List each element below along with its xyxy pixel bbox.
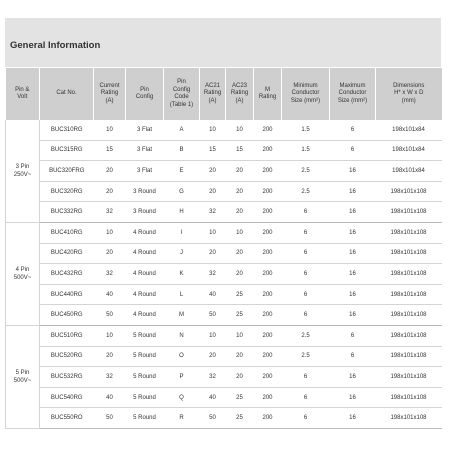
general-information-section xyxy=(5,18,441,429)
ac21-rating-cell: 10 xyxy=(200,222,226,243)
column-header xyxy=(376,68,442,120)
min-conductor-cell: 2.5 xyxy=(282,346,330,367)
pin-config-cell: 5 Round xyxy=(126,325,164,346)
pin-config-code-cell: K xyxy=(164,264,200,285)
ac21-rating-cell: 10 xyxy=(200,325,226,346)
ac23-rating-cell: 10 xyxy=(226,325,254,346)
column-header-line: Config xyxy=(135,94,154,100)
max-conductor-cell: 6 xyxy=(330,325,376,346)
table-row xyxy=(6,325,442,346)
ac23-rating-cell: 20 xyxy=(226,202,254,223)
cat-no-cell: BUC510RG xyxy=(40,325,94,346)
dimensions-cell: 198x101x108 xyxy=(376,367,442,388)
ac23-rating-cell: 20 xyxy=(226,367,254,388)
column-header-line: (A) xyxy=(105,97,114,104)
ac23-rating-cell: 10 xyxy=(226,222,254,243)
table-row xyxy=(6,305,442,326)
pin-config-cell: 5 Round xyxy=(126,408,164,429)
current-rating-cell: 40 xyxy=(94,387,126,408)
ac23-rating-cell: 20 xyxy=(226,264,254,285)
m-rating-cell: 200 xyxy=(254,367,282,388)
cat-no-cell: BUC320RG xyxy=(40,181,94,202)
current-rating-cell: 50 xyxy=(94,305,126,326)
pin-volt-group-cell xyxy=(6,120,40,222)
column-header-line: Rating xyxy=(100,90,119,97)
table-row xyxy=(6,284,442,305)
column-header xyxy=(254,68,282,120)
max-conductor-cell: 6 xyxy=(330,120,376,140)
cat-no-cell: BUC550RO xyxy=(40,408,94,429)
current-rating-cell: 32 xyxy=(94,367,126,388)
m-rating-cell: 200 xyxy=(254,387,282,408)
current-rating-cell: 10 xyxy=(94,222,126,243)
column-header-line: (A) xyxy=(235,97,244,104)
current-rating-cell: 20 xyxy=(94,346,126,367)
column-header-line: Rating xyxy=(203,90,222,97)
table-row xyxy=(6,120,442,140)
pin-config-cell: 3 Round xyxy=(126,202,164,223)
min-conductor-cell: 6 xyxy=(282,387,330,408)
header-row xyxy=(6,68,442,120)
ac23-rating-cell: 20 xyxy=(226,346,254,367)
pin-config-cell: 3 Round xyxy=(126,181,164,202)
column-header-line: Pin xyxy=(177,79,186,85)
cat-no-cell: BUC540RG xyxy=(40,387,94,408)
m-rating-cell: 200 xyxy=(254,284,282,305)
m-rating-cell: 200 xyxy=(254,264,282,285)
pin-config-code-cell: P xyxy=(164,367,200,388)
section-title: General Information xyxy=(5,18,441,68)
table-header xyxy=(6,68,442,120)
current-rating-cell: 32 xyxy=(94,202,126,223)
min-conductor-cell: 2.5 xyxy=(282,325,330,346)
column-header-line: M xyxy=(265,86,270,93)
current-rating-cell: 20 xyxy=(94,181,126,202)
max-conductor-cell: 6 xyxy=(330,140,376,161)
dimensions-cell: 198x101x108 xyxy=(376,325,442,346)
m-rating-cell: 200 xyxy=(254,325,282,346)
pin-volt-label: 4 Pin xyxy=(15,266,30,273)
column-header-line: Maximum xyxy=(339,82,366,89)
pin-volt-group-cell xyxy=(6,222,40,325)
ac21-rating-cell: 50 xyxy=(200,408,226,429)
ac21-rating-cell: 32 xyxy=(200,264,226,285)
ac23-rating-cell: 25 xyxy=(226,387,254,408)
ac21-rating-cell: 32 xyxy=(200,202,226,223)
column-header-line: Pin & xyxy=(15,86,30,93)
pin-config-code-cell: Q xyxy=(164,387,200,408)
cat-no-cell: BUC420RG xyxy=(40,243,94,264)
table-row xyxy=(6,222,442,243)
cat-no-cell: BUC320FRG xyxy=(40,161,94,182)
current-rating-cell: 20 xyxy=(94,161,126,182)
dimensions-cell: 198x101x108 xyxy=(376,387,442,408)
column-header-line: Current xyxy=(99,82,120,89)
table-row xyxy=(6,367,442,388)
pin-volt-label: 250V~ xyxy=(13,171,32,178)
max-conductor-cell: 16 xyxy=(330,222,376,243)
table-row xyxy=(6,264,442,285)
column-header-line: Dimensions xyxy=(393,82,425,89)
cat-no-cell: BUC532RG xyxy=(40,367,94,388)
m-rating-cell: 200 xyxy=(254,181,282,202)
ac23-rating-cell: 25 xyxy=(226,408,254,429)
ac21-rating-cell: 20 xyxy=(200,161,226,182)
column-header-line: Size (mm²) xyxy=(290,97,321,104)
cat-no-cell: BUC520RG xyxy=(40,346,94,367)
m-rating-cell: 200 xyxy=(254,305,282,326)
table-row xyxy=(6,161,442,182)
pin-config-cell: 4 Round xyxy=(126,284,164,305)
max-conductor-cell: 16 xyxy=(330,264,376,285)
min-conductor-cell: 6 xyxy=(282,367,330,388)
dimensions-cell: 198x101x108 xyxy=(376,284,442,305)
pin-config-code-cell: R xyxy=(164,408,200,429)
current-rating-cell: 15 xyxy=(94,140,126,161)
table-row xyxy=(6,387,442,408)
min-conductor-cell: 6 xyxy=(282,408,330,429)
min-conductor-cell: 1.5 xyxy=(282,140,330,161)
ac23-rating-cell: 15 xyxy=(226,140,254,161)
min-conductor-cell: 6 xyxy=(282,222,330,243)
min-conductor-cell: 2.5 xyxy=(282,161,330,182)
current-rating-cell: 20 xyxy=(94,243,126,264)
column-header-line: Minimum xyxy=(293,82,318,89)
ac23-rating-cell: 20 xyxy=(226,181,254,202)
ac21-rating-cell: 20 xyxy=(200,346,226,367)
table-row xyxy=(6,346,442,367)
max-conductor-cell: 16 xyxy=(330,367,376,388)
column-header-line: Code xyxy=(174,94,189,100)
pin-config-cell: 3 Flat xyxy=(126,120,164,140)
pin-volt-group-cell xyxy=(6,325,40,428)
specifications-table xyxy=(5,68,442,429)
cat-no-cell: BUC432RG xyxy=(40,264,94,285)
column-header-line: Size (mm²) xyxy=(337,97,368,104)
column-header xyxy=(94,68,126,120)
max-conductor-cell: 16 xyxy=(330,202,376,223)
max-conductor-cell: 16 xyxy=(330,161,376,182)
ac23-rating-cell: 25 xyxy=(226,305,254,326)
column-header xyxy=(126,68,164,120)
column-header-line: AC21 xyxy=(204,82,220,89)
min-conductor-cell: 1.5 xyxy=(282,120,330,140)
pin-config-code-cell: M xyxy=(164,305,200,326)
column-header-line: Config xyxy=(172,86,191,93)
pin-config-code-cell: A xyxy=(164,120,200,140)
column-header xyxy=(226,68,254,120)
dimensions-cell: 198x101x108 xyxy=(376,264,442,285)
column-header-line: Conductor xyxy=(291,90,320,97)
m-rating-cell: 200 xyxy=(254,346,282,367)
m-rating-cell: 200 xyxy=(254,222,282,243)
table-row xyxy=(6,408,442,429)
ac21-rating-cell: 32 xyxy=(200,367,226,388)
ac23-rating-cell: 20 xyxy=(226,243,254,264)
ac21-rating-cell: 10 xyxy=(200,120,226,140)
m-rating-cell: 200 xyxy=(254,243,282,264)
max-conductor-cell: 16 xyxy=(330,243,376,264)
pin-config-code-cell: B xyxy=(164,140,200,161)
pin-config-cell: 5 Round xyxy=(126,387,164,408)
pin-volt-label: 500V~ xyxy=(13,274,32,281)
current-rating-cell: 10 xyxy=(94,120,126,140)
dimensions-cell: 198x101x84 xyxy=(376,161,442,182)
dimensions-cell: 198x101x108 xyxy=(376,408,442,429)
column-header-line: H* x W x D xyxy=(394,90,424,97)
column-header xyxy=(282,68,330,120)
current-rating-cell: 50 xyxy=(94,408,126,429)
dimensions-cell: 198x101x108 xyxy=(376,202,442,223)
pin-config-cell: 5 Round xyxy=(126,367,164,388)
column-header-line: (mm) xyxy=(401,97,416,104)
dimensions-cell: 198x101x108 xyxy=(376,305,442,326)
pin-config-cell: 4 Round xyxy=(126,264,164,285)
pin-config-cell: 4 Round xyxy=(126,222,164,243)
pin-config-code-cell: G xyxy=(164,181,200,202)
max-conductor-cell: 16 xyxy=(330,408,376,429)
max-conductor-cell: 16 xyxy=(330,305,376,326)
max-conductor-cell: 16 xyxy=(330,387,376,408)
pin-config-code-cell: N xyxy=(164,325,200,346)
ac23-rating-cell: 20 xyxy=(226,161,254,182)
cat-no-cell: BUC315RG xyxy=(40,140,94,161)
dimensions-cell: 198x101x84 xyxy=(376,140,442,161)
cat-no-cell: BUC410RG xyxy=(40,222,94,243)
column-header xyxy=(6,68,40,120)
cat-no-cell: BUC332RG xyxy=(40,202,94,223)
pin-config-cell: 4 Round xyxy=(126,243,164,264)
column-header-line: (Table 1) xyxy=(169,101,194,108)
column-header-line: AC23 xyxy=(231,82,247,89)
dimensions-cell: 198x101x108 xyxy=(376,243,442,264)
ac21-rating-cell: 20 xyxy=(200,181,226,202)
cat-no-cell: BUC450RG xyxy=(40,305,94,326)
ac21-rating-cell: 15 xyxy=(200,140,226,161)
column-header-line: Cat No. xyxy=(56,90,77,97)
column-header-line: Pin xyxy=(140,86,149,93)
dimensions-cell: 198x101x108 xyxy=(376,181,442,202)
cat-no-cell: BUC440RG xyxy=(40,284,94,305)
pin-config-code-cell: I xyxy=(164,222,200,243)
m-rating-cell: 200 xyxy=(254,120,282,140)
dimensions-cell: 198x101x108 xyxy=(376,346,442,367)
column-header xyxy=(40,68,94,120)
dimensions-cell: 198x101x108 xyxy=(376,222,442,243)
cat-no-cell: BUC310RG xyxy=(40,120,94,140)
pin-config-cell: 4 Round xyxy=(126,305,164,326)
m-rating-cell: 200 xyxy=(254,202,282,223)
max-conductor-cell: 6 xyxy=(330,346,376,367)
column-header-line: (A) xyxy=(208,97,217,104)
ac23-rating-cell: 10 xyxy=(226,120,254,140)
pin-config-cell: 3 Flat xyxy=(126,140,164,161)
pin-volt-label: 3 Pin xyxy=(15,163,30,170)
pin-config-code-cell: E xyxy=(164,161,200,182)
min-conductor-cell: 6 xyxy=(282,305,330,326)
max-conductor-cell: 16 xyxy=(330,181,376,202)
ac21-rating-cell: 50 xyxy=(200,305,226,326)
current-rating-cell: 40 xyxy=(94,284,126,305)
pin-config-code-cell: H xyxy=(164,202,200,223)
pin-config-cell: 3 Flat xyxy=(126,161,164,182)
column-header xyxy=(164,68,200,120)
pin-config-code-cell: J xyxy=(164,243,200,264)
min-conductor-cell: 6 xyxy=(282,243,330,264)
min-conductor-cell: 6 xyxy=(282,202,330,223)
ac21-rating-cell: 20 xyxy=(200,243,226,264)
current-rating-cell: 32 xyxy=(94,264,126,285)
ac23-rating-cell: 25 xyxy=(226,284,254,305)
table-row xyxy=(6,181,442,202)
column-header xyxy=(200,68,226,120)
table-row xyxy=(6,140,442,161)
m-rating-cell: 200 xyxy=(254,161,282,182)
column-header-line: Volt xyxy=(17,94,28,100)
column-header-line: Rating xyxy=(230,90,249,97)
min-conductor-cell: 6 xyxy=(282,264,330,285)
column-header-line: Conductor xyxy=(338,90,367,97)
pin-volt-label: 500V~ xyxy=(13,377,32,384)
min-conductor-cell: 2.5 xyxy=(282,181,330,202)
pin-config-code-cell: L xyxy=(164,284,200,305)
pin-config-code-cell: O xyxy=(164,346,200,367)
pin-volt-label: 5 Pin xyxy=(15,369,30,376)
max-conductor-cell: 16 xyxy=(330,284,376,305)
pin-config-cell: 5 Round xyxy=(126,346,164,367)
current-rating-cell: 10 xyxy=(94,325,126,346)
table-row xyxy=(6,243,442,264)
table-body xyxy=(6,120,442,428)
m-rating-cell: 200 xyxy=(254,408,282,429)
column-header xyxy=(330,68,376,120)
m-rating-cell: 200 xyxy=(254,140,282,161)
column-header-line: Rating xyxy=(258,94,277,100)
table-row xyxy=(6,202,442,223)
ac21-rating-cell: 40 xyxy=(200,387,226,408)
dimensions-cell: 198x101x84 xyxy=(376,120,442,140)
ac21-rating-cell: 40 xyxy=(200,284,226,305)
min-conductor-cell: 6 xyxy=(282,284,330,305)
